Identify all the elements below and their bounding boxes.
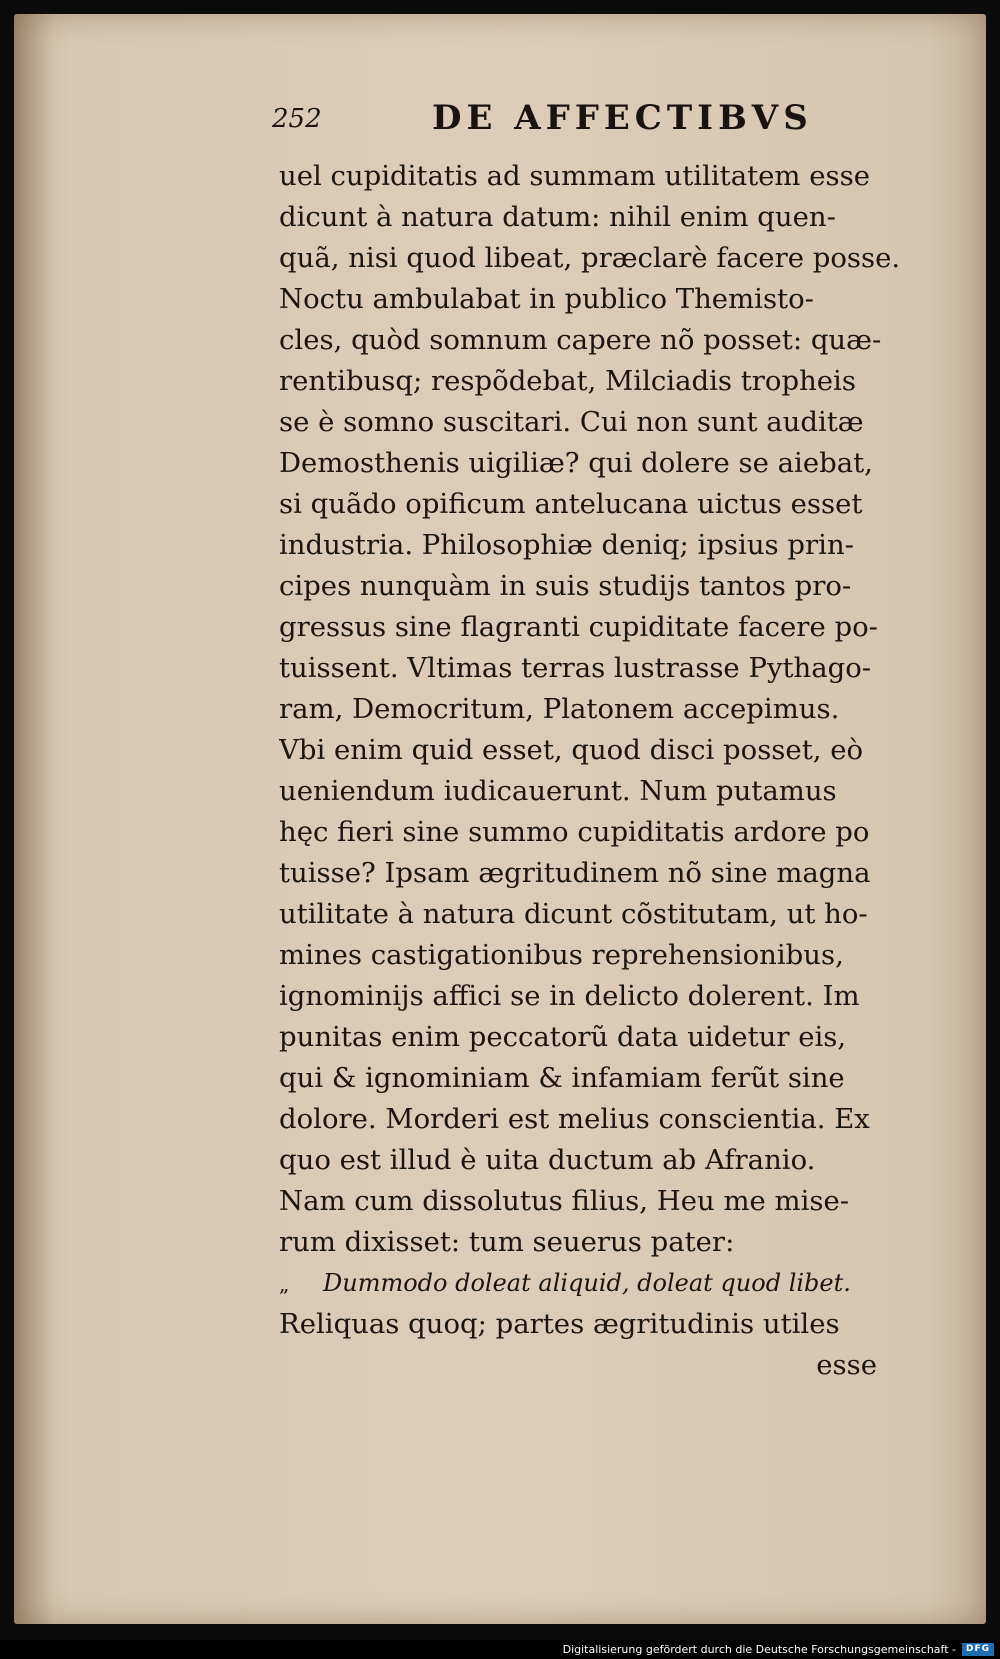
text-line: punitas enim peccatorũ data uidetur eis,	[279, 1021, 847, 1053]
text-line: dicunt à natura datum: nihil enim quen-	[279, 201, 836, 233]
dfg-logo: DFG	[962, 1643, 994, 1656]
text-line: ram, Democritum, Platonem accepimus.	[279, 693, 840, 725]
text-line: Demosthenis uigiliæ? qui dolere se aiebat,	[279, 447, 873, 479]
text-line: ignominijs affici se in delicto dolerent. Im	[279, 980, 860, 1012]
text-line: uel cupiditatis ad summam utilitatem esse	[279, 160, 871, 192]
text-line: quo est illud è uita ductum ab Afranio.	[279, 1144, 816, 1176]
page-number: 252	[272, 104, 322, 134]
text-line: si quãdo opificum antelucana uictus esset	[279, 488, 863, 520]
text-line: se è somno suscitari. Cui non sunt auditæ	[279, 406, 864, 438]
text-line: hęc fieri sine summo cupiditatis ardore po	[279, 816, 870, 848]
text-line: cles, quòd somnum capere nõ posset: quæ-	[279, 324, 882, 356]
running-head	[272, 98, 892, 148]
text-line: Reliquas quoq; partes ægritudinis utiles	[279, 1308, 840, 1340]
text-line: mines castigationibus reprehensionibus,	[279, 939, 844, 971]
text-line: industria. Philosophiæ deniq; ipsius prin-	[279, 529, 854, 561]
running-title: DE AFFECTIBVS	[432, 98, 813, 138]
quotation-mark: „	[279, 1272, 290, 1296]
text-line: rum dixisset: tum seuerus pater:	[279, 1226, 735, 1258]
text-line: rentibusq; respõdebat, Milciadis tropheis	[279, 365, 856, 397]
text-line: dolore. Morderi est melius conscientia. Ex	[279, 1103, 870, 1135]
text-line: qui & ignominiam & infamiam ferũt sine	[279, 1062, 845, 1094]
text-line: tuissent. Vltimas terras lustrasse Pythago-	[279, 652, 872, 684]
verse-text: Dummodo doleat aliquid, doleat quod libet.	[323, 1269, 851, 1297]
book-page	[14, 14, 986, 1624]
text-line: ueniendum iudicauerunt. Num putamus	[279, 775, 837, 807]
text-line: tuisse? Ipsam ægritudinem nõ sine magna	[279, 857, 871, 889]
text-line: quã, nisi quod libeat, præclarè facere posse.	[279, 242, 901, 274]
text-line: utilitate à natura dicunt cõstitutam, ut ho-	[279, 898, 868, 930]
verse-quotation	[279, 1263, 939, 1304]
text-line: Vbi enim quid esset, quod disci posset, eò	[279, 734, 864, 766]
text-line: Noctu ambulabat in publico Themisto-	[279, 283, 814, 315]
text-line: Nam cum dissolutus filius, Heu me mise-	[279, 1185, 850, 1217]
digitization-footer	[0, 1640, 1000, 1659]
catchword: esse	[816, 1349, 877, 1381]
text-block	[279, 156, 939, 1386]
page-gutter-shadow	[14, 14, 54, 1624]
text-line: cipes nunquàm in suis studijs tantos pro-	[279, 570, 852, 602]
funding-credit: Digitalisierung gefördert durch die Deutsche Forschungsgemeinschaft -	[562, 1643, 956, 1656]
text-line: gressus sine flagranti cupiditate facere po-	[279, 611, 878, 643]
